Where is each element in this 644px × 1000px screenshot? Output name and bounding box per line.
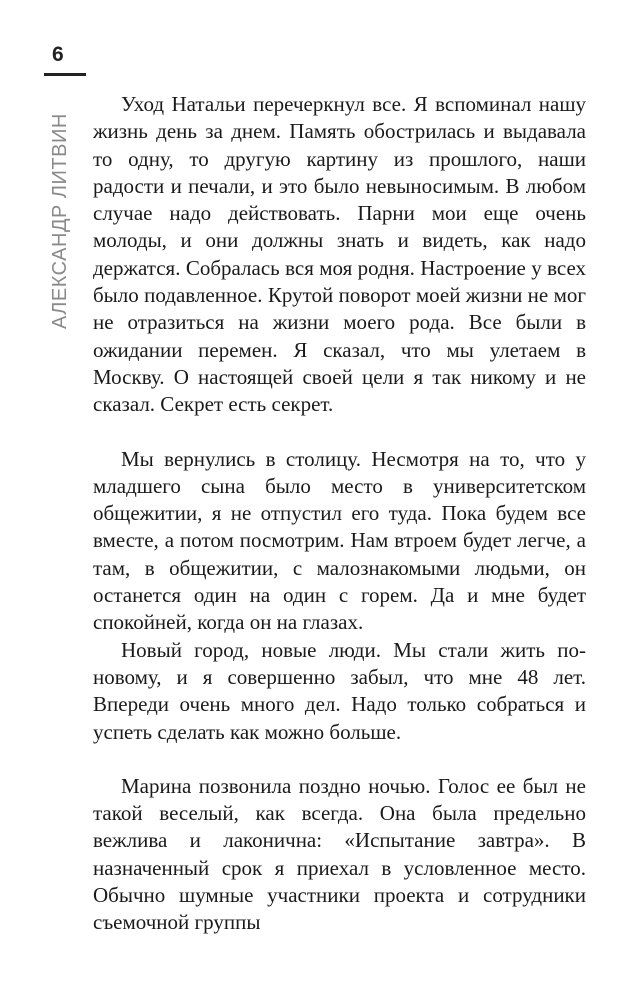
section-break [93,419,586,446]
running-head-author: АЛЕКСАНДР ЛИТВИН [49,113,71,329]
paragraph: Новый город, новые люди. Мы стали жить по-новому, и я совершенно забыл, что мне 48 лет. Впереди очень много дел. Надо только собраться и успеть сделать как можно больше. [93,637,586,744]
paragraph: Уход Натальи перечеркнул все. Я вспоминал нашу жизнь день за днем. Память обострилась и выдавала то одну, то другую картину из прошлого, наши радости и печали, и это было невыносимым. В любом случае надо действовать. Парни мои еще очень молоды, и они должны знать и видеть, как надо держатся. Собралась вся моя родня. Настроение у всех было подавленное. Крутой поворот моей жизни не мог не отразиться на жизни моего рода. Все были в ожидании перемен. Я сказал, что мы улетаем в Москву. О настоящей своей цели я так никому и не сказал. Секрет есть секрет. [93,92,586,417]
body-text [93,91,586,937]
paragraph: Мы вернулись в столицу. Несмотря на то, что у младшего сына было место в университетском общежитии, я не отпустил его туда. Пока будем все вместе, а потом посмотрим. Нам втроем будет легче, а там, в общежитии, с малознакомыми людьми, он останется один на один с горем. Да и мне будет спокойней, когда он на глазах. [93,446,586,635]
page-number-rule [44,73,86,76]
section-break [93,746,586,773]
paragraph: Марина позвонила поздно ночью. Голос ее был не такой веселый, как всегда. Она была предельно вежлива и лаконична: «Испытание завтра». В назначенный срок я приехал в условленное место. Обычно шумные участники проекта и сотрудники съемочной группы [93,773,586,935]
page-number: 6 [52,43,64,66]
